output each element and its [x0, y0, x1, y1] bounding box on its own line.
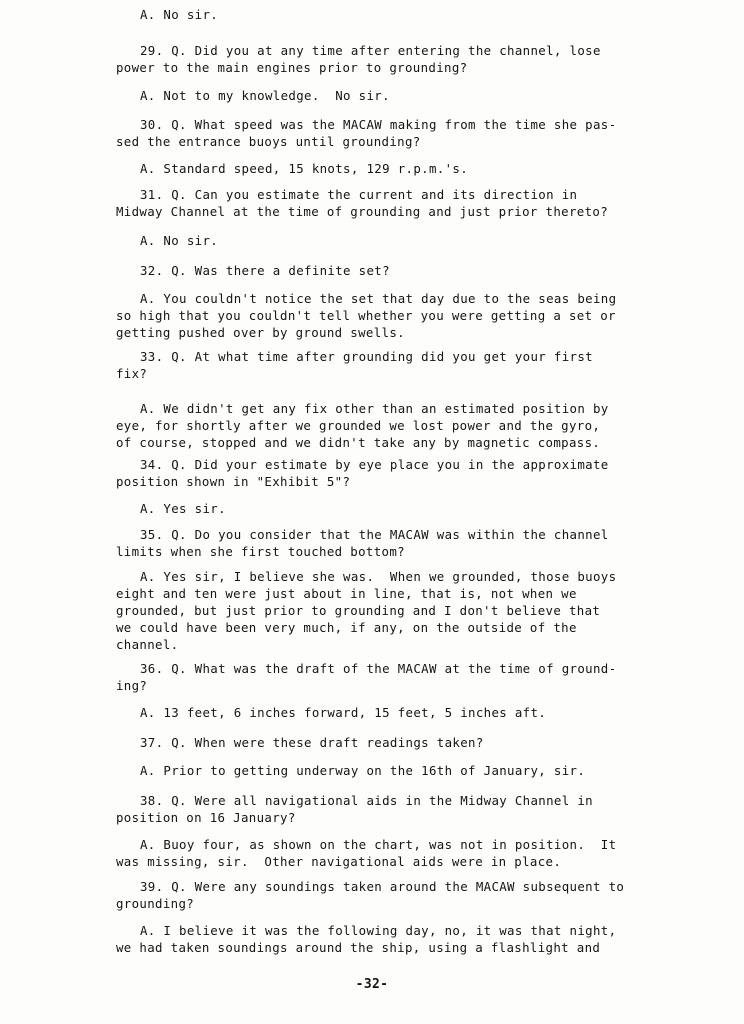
answer-line: A. Standard speed, 15 knots, 129 r.p.m.'s. [140, 161, 469, 176]
answer-line: A. Yes sir. [140, 501, 226, 516]
answer-line: A. You couldn't notice the set that day due to the seas being [140, 291, 617, 306]
answer-line: A. I believe it was the following day, no, it was that night, [140, 923, 617, 938]
answer-30 [116, 160, 706, 177]
question-39 [116, 878, 706, 912]
answer-line: A. Buoy four, as shown on the chart, was not in position. It [140, 837, 617, 852]
question-38 [116, 792, 706, 826]
question-line: 31. Q. Can you estimate the current and its direction in [140, 187, 578, 202]
answer-line: A. Not to my knowledge. No sir. [140, 88, 390, 103]
question-line: limits when she first touched bottom? [116, 544, 405, 559]
question-33 [116, 348, 706, 382]
question-line: grounding? [116, 896, 195, 911]
answer-38 [116, 836, 706, 870]
question-line: 29. Q. Did you at any time after entering the channel, lose [140, 43, 601, 58]
question-line: ing? [116, 678, 148, 693]
answer-37 [116, 762, 706, 779]
question-32 [116, 262, 706, 279]
answer-line: eye, for shortly after we grounded we lost power and the gyro, [116, 418, 601, 433]
question-line: position shown in "Exhibit 5"? [116, 474, 351, 489]
question-line: power to the main engines prior to grounding? [116, 60, 468, 75]
answer-line: grounded, but just prior to grounding and I don't believe that [116, 603, 601, 618]
answer-28 [116, 6, 706, 23]
answer-31 [116, 232, 706, 249]
question-line: 38. Q. Were all navigational aids in the Midway Channel in [140, 793, 593, 808]
question-line: 36. Q. What was the draft of the MACAW at the time of ground- [140, 661, 617, 676]
question-31 [116, 186, 706, 220]
question-line: 33. Q. At what time after grounding did you get your first [140, 349, 593, 364]
answer-35 [116, 568, 706, 653]
question-line: fix? [116, 366, 148, 381]
answer-line: A. Prior to getting underway on the 16th of January, sir. [140, 763, 586, 778]
answer-line: so high that you couldn't tell whether you were getting a set or [116, 308, 616, 323]
question-34 [116, 456, 706, 490]
answer-line: eight and ten were just about in line, that is, not when we [116, 586, 577, 601]
answer-33 [116, 400, 706, 451]
question-line: position on 16 January? [116, 810, 296, 825]
question-line: 35. Q. Do you consider that the MACAW was within the channel [140, 527, 609, 542]
question-line: 32. Q. Was there a definite set? [140, 263, 390, 278]
question-35 [116, 526, 706, 560]
question-line: 34. Q. Did your estimate by eye place you in the approximate [140, 457, 609, 472]
question-30 [116, 116, 706, 150]
question-line: 37. Q. When were these draft readings taken? [140, 735, 484, 750]
answer-line: A. No sir. [140, 7, 219, 22]
answer-39 [116, 922, 706, 956]
question-36 [116, 660, 706, 694]
answer-line: of course, stopped and we didn't take any by magnetic compass. [116, 435, 601, 450]
answer-line: was missing, sir. Other navigational aids were in place. [116, 854, 562, 869]
answer-32 [116, 290, 706, 341]
answer-line: we had taken soundings around the ship, using a flashlight and [116, 940, 601, 955]
answer-line: A. We didn't get any fix other than an estimated position by [140, 401, 609, 416]
answer-36 [116, 704, 706, 721]
answer-line: channel. [116, 637, 179, 652]
answer-line: we could have been very much, if any, on the outside of the [116, 620, 577, 635]
page-number: -32- [355, 977, 389, 992]
question-37 [116, 734, 706, 751]
question-line: 39. Q. Were any soundings taken around the MACAW subsequent to [140, 879, 625, 894]
answer-line: A. Yes sir, I believe she was. When we grounded, those buoys [140, 569, 617, 584]
answer-line: getting pushed over by ground swells. [116, 325, 405, 340]
answer-34 [116, 500, 706, 517]
question-line: 30. Q. What speed was the MACAW making from the time she pas- [140, 117, 617, 132]
question-29 [116, 42, 706, 76]
answer-line: A. 13 feet, 6 inches forward, 15 feet, 5 inches aft. [140, 705, 547, 720]
answer-29 [116, 87, 706, 104]
question-line: sed the entrance buoys until grounding? [116, 134, 421, 149]
answer-line: A. No sir. [140, 233, 219, 248]
question-line: Midway Channel at the time of grounding and just prior thereto? [116, 204, 609, 219]
